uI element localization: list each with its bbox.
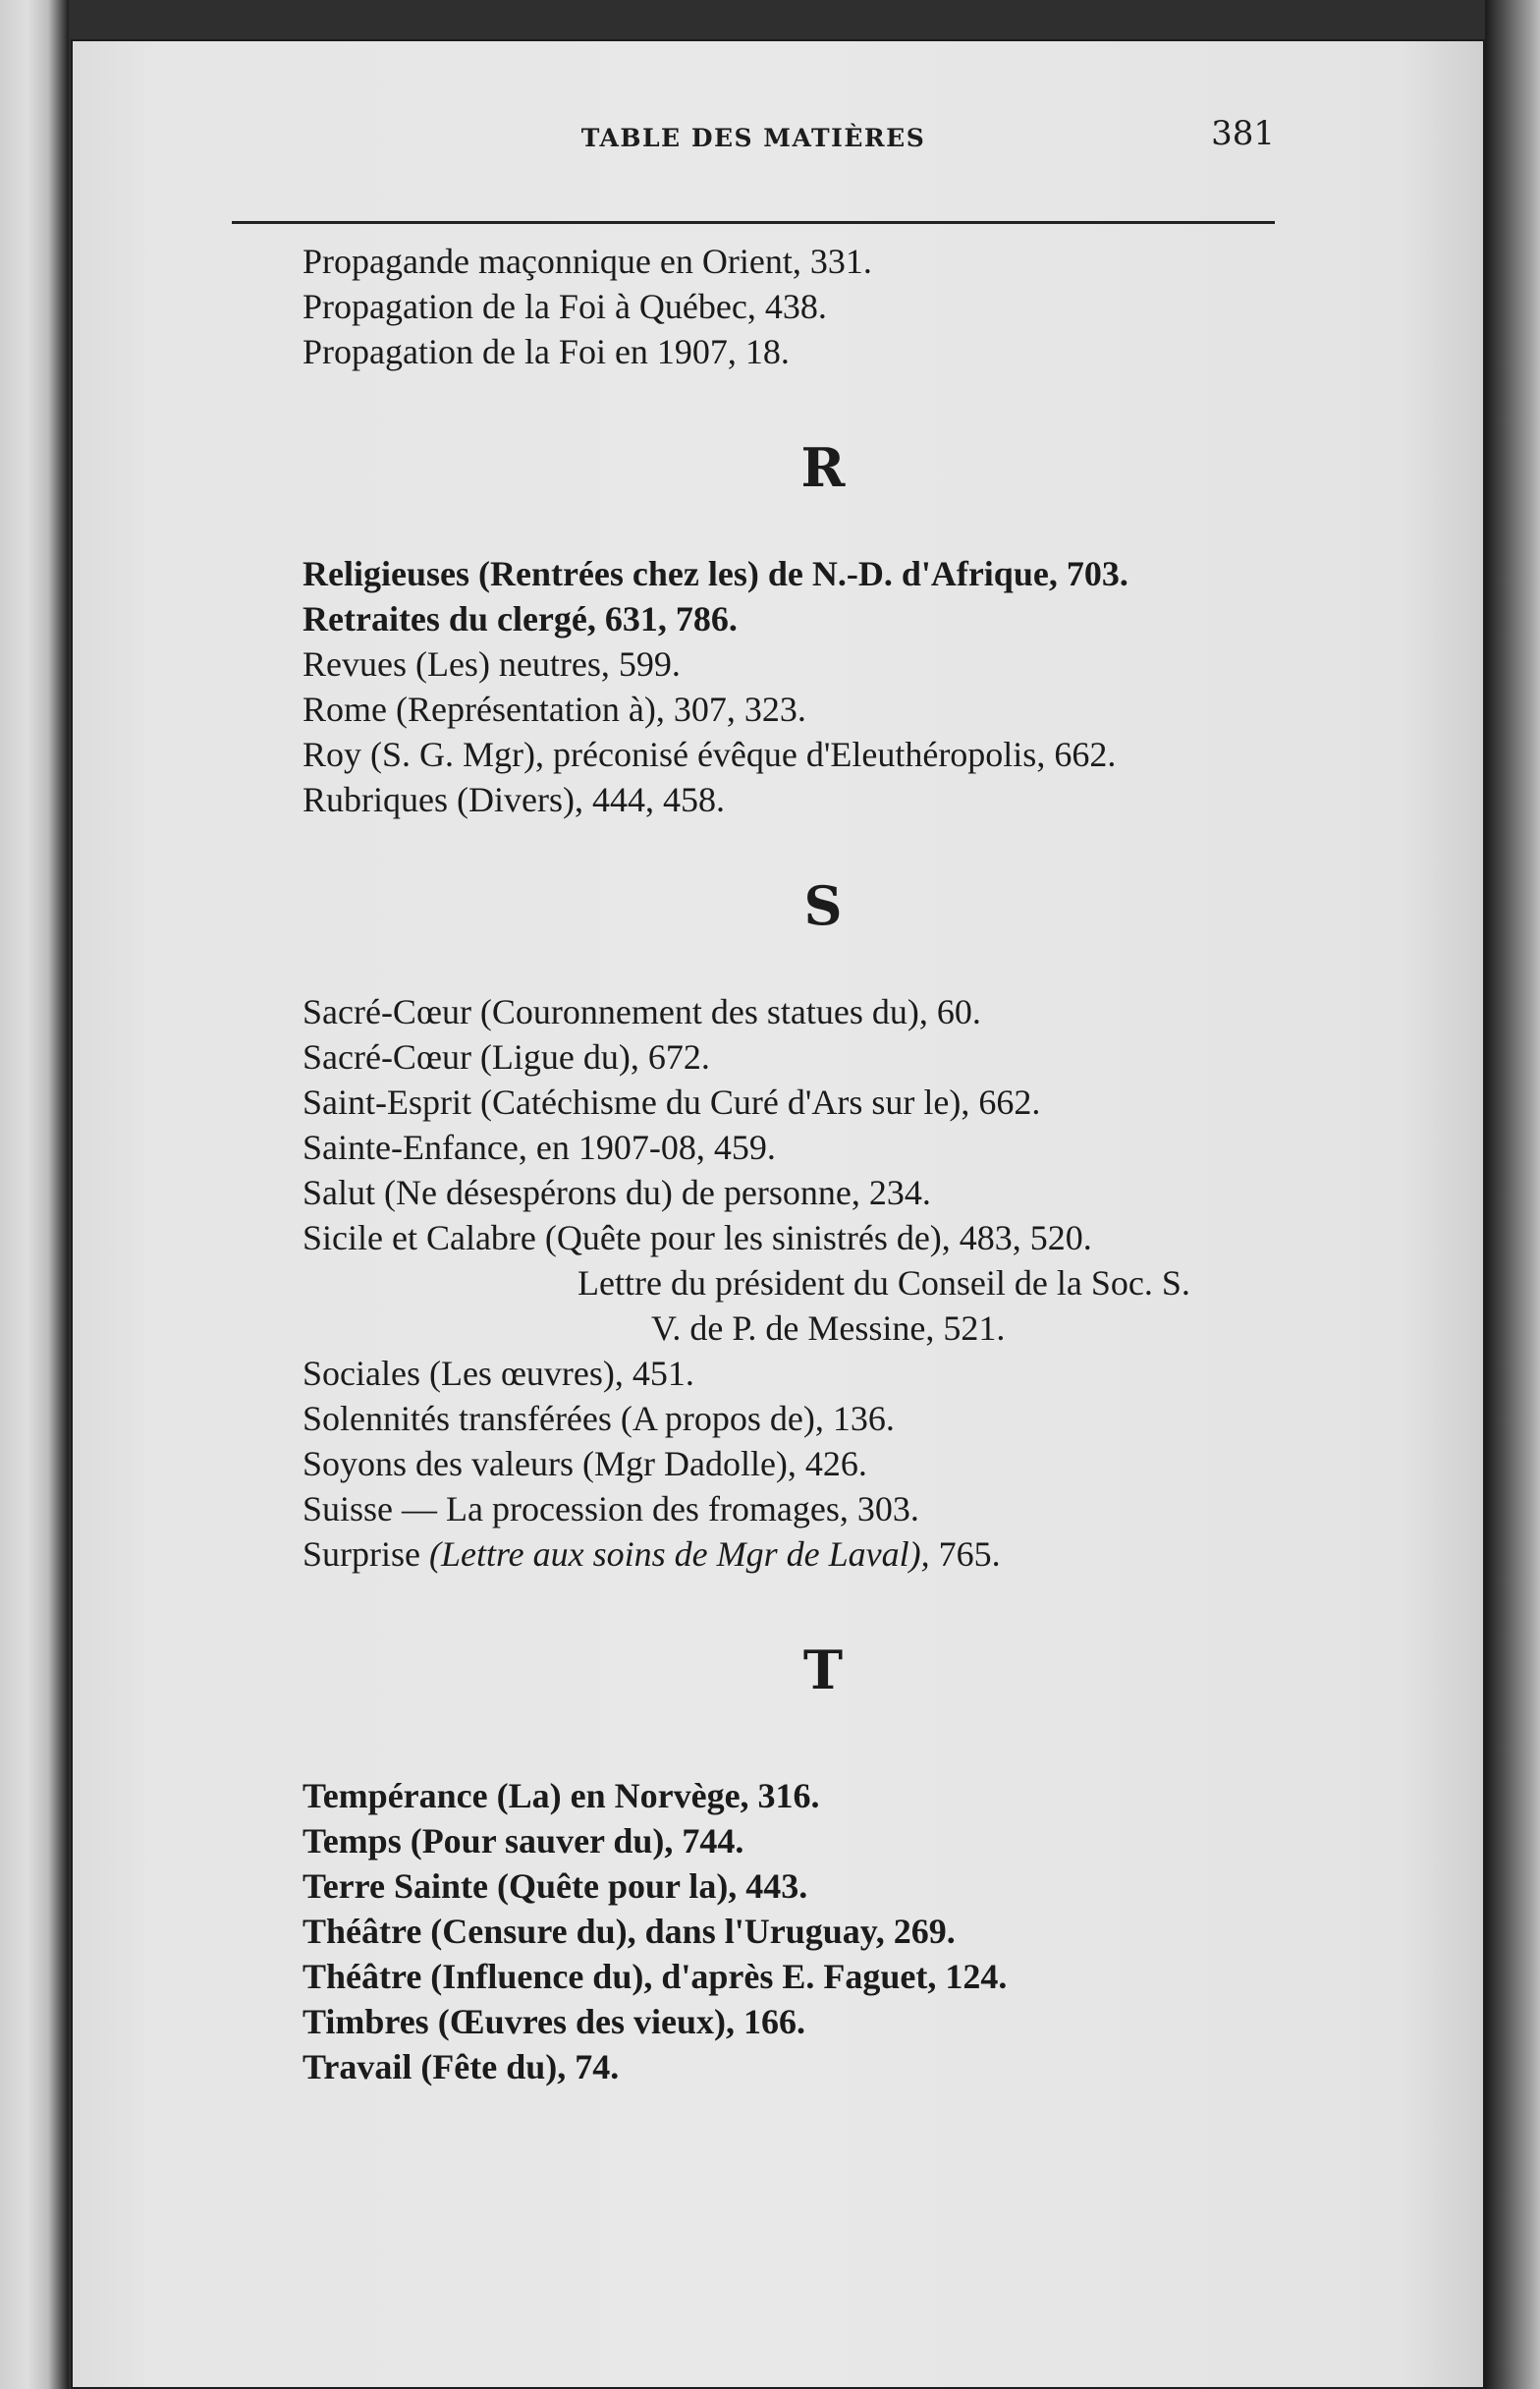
index-entry: Solennités transférées (A propos de), 136. <box>302 1399 895 1438</box>
index-entry: Propagande maçonnique en Orient, 331. <box>302 242 872 281</box>
index-entry: Propagation de la Foi en 1907, 18. <box>302 332 790 371</box>
index-entry: Salut (Ne désespérons du) de personne, 234. <box>302 1173 931 1212</box>
index-entry: Travail (Fête du), 74. <box>302 2047 620 2086</box>
running-title: TABLE DES MATIÈRES <box>580 124 926 152</box>
index-entry: Retraites du clergé, 631, 786. <box>302 599 738 639</box>
header-rule <box>232 221 1275 224</box>
index-entry: Timbres (Œuvres des vieux), 166. <box>302 2002 806 2041</box>
index-entry: Propagation de la Foi à Québec, 438. <box>302 287 827 326</box>
index-entry: Saint-Esprit (Catéchisme du Curé d'Ars sur le), 662. <box>302 1083 1041 1122</box>
index-entry: Revues (Les) neutres, 599. <box>302 644 681 684</box>
index-entry: Sicile et Calabre (Quête pour les sinistrés de), 483, 520. <box>302 1218 1092 1257</box>
facing-page-edge <box>0 0 69 2389</box>
entry-italic-text: (Lettre aux soins de Mgr de Laval), <box>429 1534 930 1574</box>
index-entry: Théâtre (Censure du), dans l'Uruguay, 269. <box>302 1912 956 1951</box>
index-entry: Sainte-Enfance, en 1907-08, 459. <box>302 1128 776 1167</box>
index-entry-continuation: V. de P. de Messine, 521. <box>651 1308 1006 1348</box>
entry-text: Surprise <box>302 1534 429 1574</box>
index-entry: Terre Sainte (Quête pour la), 443. <box>302 1866 808 1906</box>
section-letter-t: T <box>802 1639 844 1701</box>
running-head <box>232 114 1275 153</box>
index-entry: Rubriques (Divers), 444, 458. <box>302 780 725 819</box>
index-entry: Tempérance (La) en Norvège, 316. <box>302 1776 820 1815</box>
index-entry: Théâtre (Influence du), d'après E. Faguet, 124. <box>302 1957 1008 1996</box>
entry-text: 765. <box>929 1534 1001 1574</box>
index-entry: Sacré-Cœur (Couronnement des statues du), 60. <box>302 992 981 1031</box>
index-entry: Sociales (Les œuvres), 451. <box>302 1354 694 1393</box>
index-entry: Suisse — La procession des fromages, 303. <box>302 1489 919 1528</box>
index-entry: Soyons des valeurs (Mgr Dadolle), 426. <box>302 1444 867 1483</box>
index-entry: Rome (Représentation à), 307, 323. <box>302 690 806 729</box>
index-entry: Roy (S. G. Mgr), préconisé évêque d'Eleuthéropolis, 662. <box>302 735 1117 774</box>
index-entries <box>302 239 1324 2089</box>
index-entry: Temps (Pour sauver du), 744. <box>302 1821 744 1861</box>
scan-border <box>1485 0 1540 2389</box>
index-entry: Sacré-Cœur (Ligue du), 672. <box>302 1037 710 1077</box>
index-entry-surprise <box>302 1531 1324 1577</box>
index-entry-continuation: Lettre du président du Conseil de la Soc. S. <box>578 1263 1190 1303</box>
page-number: 381 <box>1211 114 1275 153</box>
section-letter-s: S <box>803 874 843 937</box>
section-letter-r: R <box>800 436 846 499</box>
index-entry: Religieuses (Rentrées chez les) de N.-D. d'Afrique, 703. <box>302 554 1128 593</box>
